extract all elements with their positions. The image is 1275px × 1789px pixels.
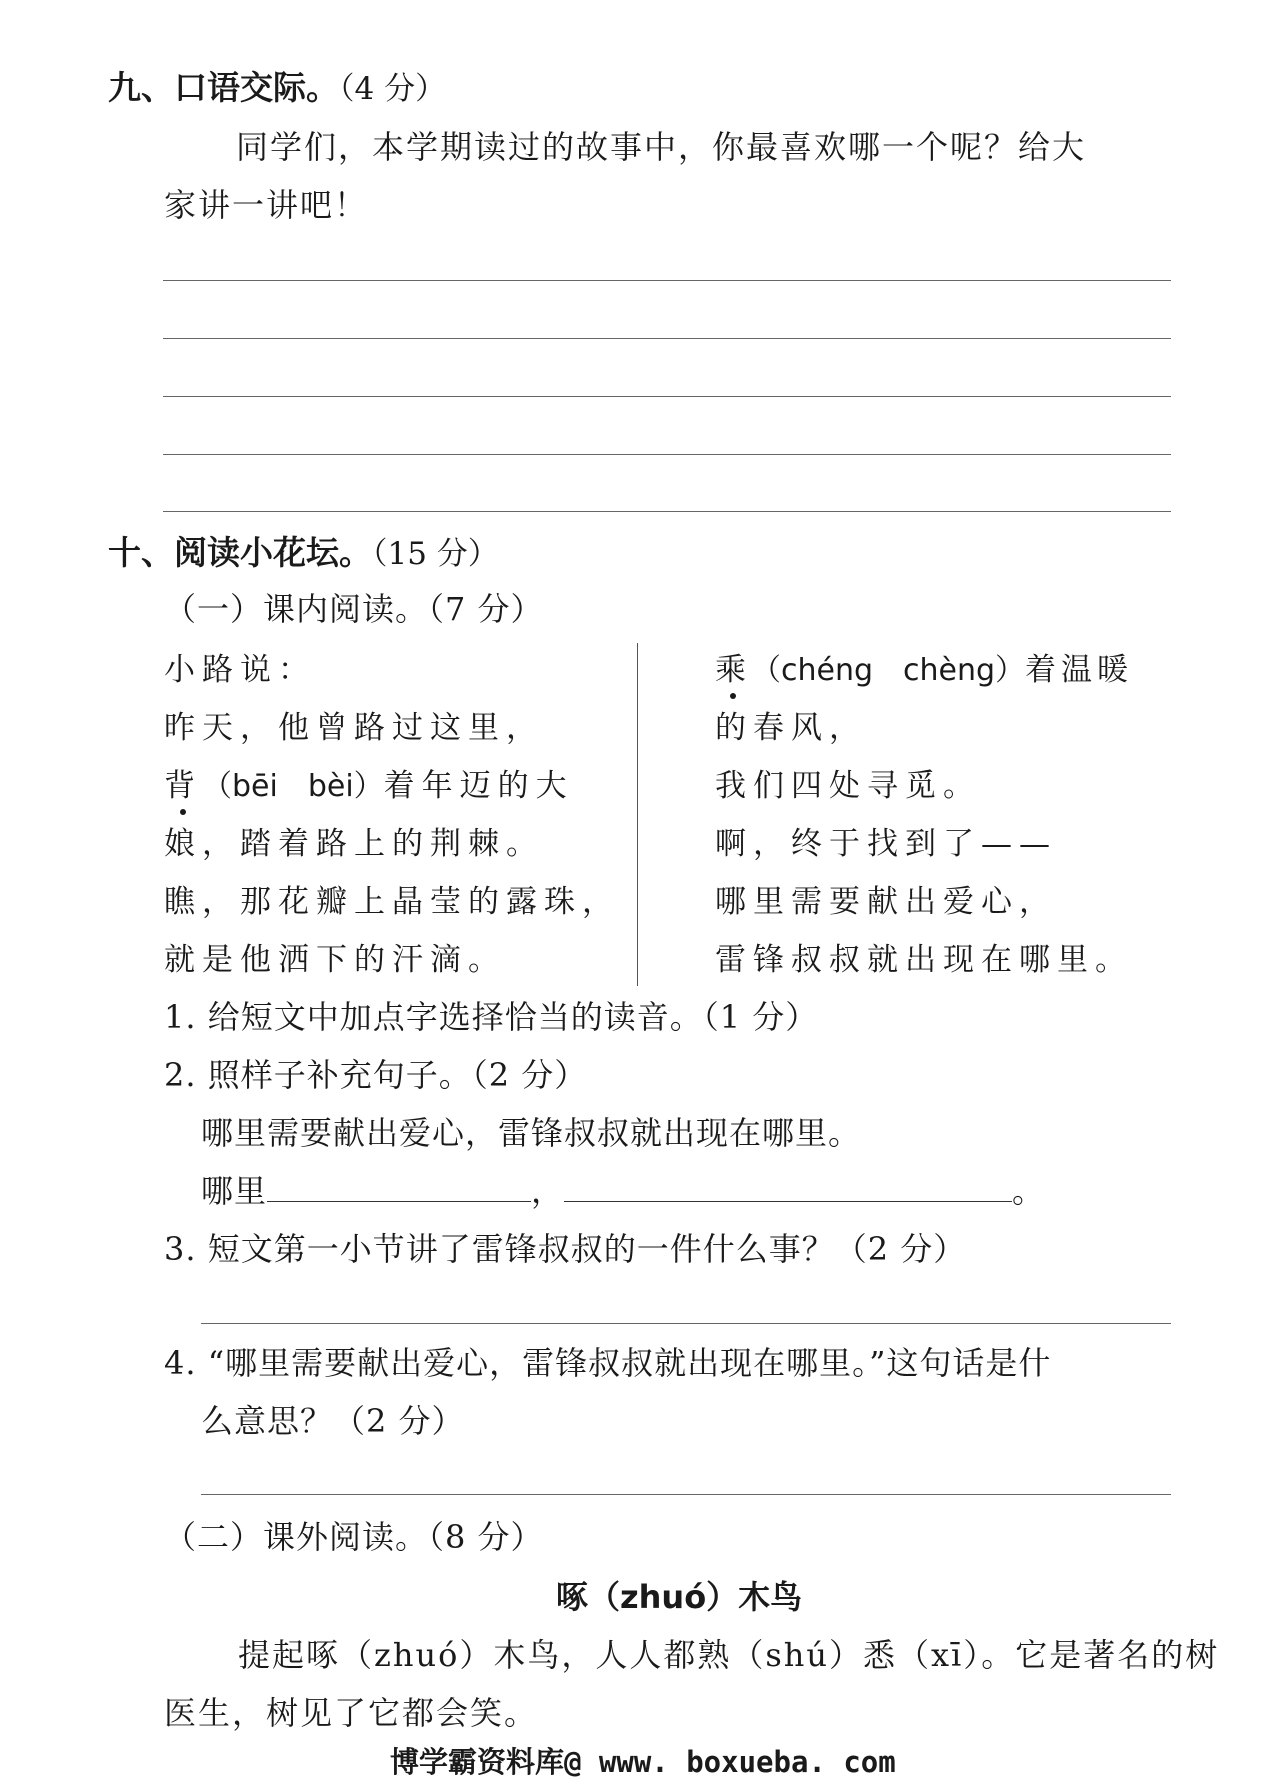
section-10-score: （15 分） <box>372 536 499 572</box>
passage-line1: 提起啄（zhuó）木鸟，人人都熟（shú）悉（xī）。它是著名的树 <box>238 1636 1220 1674</box>
section-10-heading <box>108 527 499 574</box>
question-4-line1: 4. “哪里需要献出爱心，雷锋叔叔就出现在哪里。”这句话是什 <box>164 1344 1052 1382</box>
poem-left-line2: 昨天，他曾路过这里， <box>164 710 544 746</box>
section-9-title: 九、口语交际。 <box>108 68 339 107</box>
poem-text: 着温暖 <box>1025 652 1134 688</box>
question-4-line2: 么意思？（2 分） <box>201 1402 465 1440</box>
poem-left-line3 <box>164 760 574 805</box>
poem-left-line5: 瞧，那花瓣上晶莹的露珠， <box>164 884 620 920</box>
answer-line[interactable] <box>163 396 1171 397</box>
poem-left-line4: 娘，踏着路上的荆棘。 <box>164 826 544 862</box>
poem-right-line4: 啊，终于找到了—— <box>715 826 1057 862</box>
poem-text: 着年迈的大 <box>383 768 574 804</box>
answer-line[interactable] <box>163 454 1171 455</box>
fill-period: 。 <box>1012 1172 1046 1210</box>
question-2-fill <box>201 1166 1045 1212</box>
fill-start-text: 哪里 <box>201 1172 268 1210</box>
fill-blank-1[interactable] <box>267 1171 531 1202</box>
section-9-score: （4 分） <box>339 71 447 107</box>
question-2-example: 哪里需要献出爱心，雷锋叔叔就出现在哪里。 <box>201 1114 862 1152</box>
poem-right-line5: 哪里需要献出爱心， <box>715 884 1057 920</box>
poem-right-line1 <box>715 644 1133 689</box>
question-2: 2. 照样子补充句子。（2 分） <box>164 1056 588 1094</box>
passage-title: 啄（zhuó）木鸟 <box>556 1578 803 1616</box>
section-9-heading <box>108 62 446 109</box>
answer-line[interactable] <box>163 511 1171 512</box>
poem-left-line1: 小路说： <box>164 652 316 688</box>
dotted-char: 乘 <box>715 644 751 689</box>
part-2-heading: （二）课外阅读。（8 分） <box>164 1518 544 1556</box>
dotted-char: 背 <box>164 760 202 805</box>
section-10-title: 十、阅读小花坛。 <box>108 533 372 572</box>
part-1-heading: （一）课内阅读。（7 分） <box>164 590 544 628</box>
question-3: 3. 短文第一小节讲了雷锋叔叔的一件什么事？（2 分） <box>164 1230 967 1268</box>
poem-right-line6: 雷锋叔叔就出现在哪里。 <box>715 942 1133 978</box>
answer-line[interactable] <box>201 1323 1171 1324</box>
pinyin-choice[interactable]: （chéng chèng） <box>751 653 1026 688</box>
answer-line[interactable] <box>201 1494 1171 1495</box>
section-9-prompt-line1: 同学们，本学期读过的故事中，你最喜欢哪一个呢？给大 <box>236 128 1087 166</box>
answer-line[interactable] <box>163 280 1171 281</box>
section-9-prompt-line2: 家讲一讲吧！ <box>164 186 369 224</box>
passage-line2: 医生，树见了它都会笑。 <box>164 1694 539 1732</box>
footer-watermark: 博学霸资料库@ www. boxueba. com <box>390 1745 896 1779</box>
column-divider <box>637 643 638 986</box>
fill-blank-2[interactable] <box>564 1171 1012 1202</box>
pinyin-choice[interactable]: （bēi bèi） <box>202 769 384 804</box>
question-1: 1. 给短文中加点字选择恰当的读音。（1 分） <box>164 998 819 1036</box>
answer-line[interactable] <box>163 338 1171 339</box>
poem-right-line2: 的春风， <box>715 710 867 746</box>
fill-comma: ， <box>531 1172 565 1210</box>
poem-left-line6: 就是他洒下的汗滴。 <box>164 942 506 978</box>
poem-right-line3: 我们四处寻觅。 <box>715 768 981 804</box>
